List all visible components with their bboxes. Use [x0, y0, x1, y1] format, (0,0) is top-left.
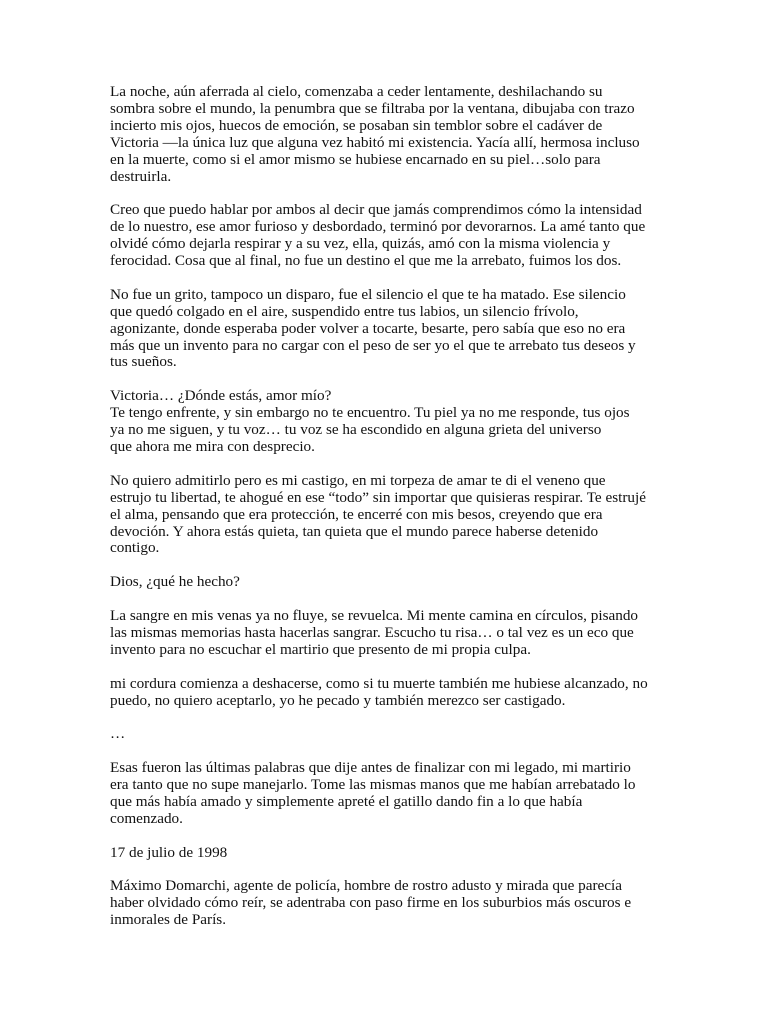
- text-line: estrujo tu libertad, te ahogué en ese “todo” sin importar que quisieras respirar. Te estrujé: [110, 488, 646, 506]
- text-line: haber olvidado cómo reír, se adentraba con paso firme en los suburbios más oscuros e: [110, 894, 632, 912]
- text-line: Máximo Domarchi, agente de policía, hombre de rostro adusto y mirada que parecía: [110, 877, 622, 895]
- text-line: destruirla.: [110, 167, 172, 185]
- text-line: contigo.: [110, 539, 160, 557]
- text-line: ya no me siguen, y tu voz… tu voz se ha escondido en alguna grieta del universo: [110, 421, 602, 439]
- paragraph: [110, 726, 662, 743]
- paragraph: [110, 608, 662, 659]
- text-line: mi cordura comienza a deshacerse, como si tu muerte también me hubiese alcanzado, no: [110, 674, 648, 692]
- text-line: agonizante, donde esperaba poder volver a tocarte, besarte, pero sabía que eso no era: [110, 319, 626, 337]
- text-line: Dios, ¿qué he hecho?: [110, 573, 240, 591]
- text-line: que quedó colgado en el aire, suspendido entre tus labios, un silencio frívolo,: [110, 302, 579, 320]
- text-line: tus sueños.: [110, 353, 177, 371]
- text-line: el alma, pensando que era protección, te encerré con mis besos, creyendo que era: [110, 505, 603, 523]
- paragraph: [110, 388, 662, 456]
- paragraph: [110, 760, 662, 828]
- paragraph: [110, 676, 662, 710]
- text-line: puedo, no quiero aceptarlo, yo he pecado y también merezco ser castigado.: [110, 691, 566, 709]
- paragraph: [110, 574, 662, 591]
- text-line: Te tengo enfrente, y sin embargo no te encuentro. Tu piel ya no me responde, tus ojos: [110, 404, 630, 422]
- text-line: inmorales de París.: [110, 911, 226, 929]
- text-line: La noche, aún aferrada al cielo, comenzaba a ceder lentamente, deshilachando su: [110, 83, 603, 100]
- document-page: [110, 84, 662, 946]
- text-line: Creo que puedo hablar por ambos al decir que jamás comprendimos cómo la intensidad: [110, 201, 642, 219]
- paragraph: [110, 473, 662, 558]
- paragraph: [110, 202, 662, 270]
- paragraph: [110, 845, 662, 862]
- paragraph: [110, 84, 662, 185]
- text-line: era tanto que no supe manejarlo. Tome las mismas manos que me habían arrebatado lo: [110, 776, 636, 794]
- text-line: devoción. Y ahora estás quieta, tan quieta que el mundo parece haberse detenido: [110, 522, 599, 540]
- text-line: invento para no escuchar el martirio que presento de mi propia culpa.: [110, 640, 531, 658]
- text-line: …: [110, 725, 126, 743]
- text-line: incierto mis ojos, huecos de emoción, se posaban sin temblor sobre el cadáver de: [110, 116, 603, 134]
- text-line: La sangre en mis venas ya no fluye, se revuelca. Mi mente camina en círculos, pisando: [110, 607, 639, 624]
- text-line: 17 de julio de 1998: [110, 843, 228, 861]
- text-line: las mismas memorias hasta hacerlas sangrar. Escucho tu risa… o tal vez es un eco que: [110, 623, 634, 641]
- text-line: Victoria… ¿Dónde estás, amor mío?: [110, 387, 332, 405]
- text-line: que ahora me mira con desprecio.: [110, 437, 315, 455]
- text-line: No quiero admitirlo pero es mi castigo, en mi torpeza de amar te di el veneno que: [110, 471, 606, 489]
- text-line: olvidé cómo dejarla respirar y a su vez, ella, quizás, amó con la misma violencia y: [110, 235, 611, 253]
- paragraph: [110, 878, 662, 929]
- text-line: en la muerte, como si el amor mismo se hubiese encarnado en su piel…solo para: [110, 150, 601, 168]
- text-line: que más había amado y simplemente apreté el gatillo dando fin a lo que había: [110, 792, 583, 810]
- text-line: ferocidad. Cosa que al final, no fue un destino el que me la arrebato, fuimos los dos.: [110, 252, 622, 270]
- text-line: comenzado.: [110, 809, 183, 827]
- text-line: sombra sobre el mundo, la penumbra que se filtraba por la ventana, dibujaba con trazo: [110, 99, 635, 117]
- text-line: Victoria —la única luz que alguna vez habitó mi existencia. Yacía allí, hermosa incluso: [110, 133, 640, 151]
- text-line: Esas fueron las últimas palabras que dije antes de finalizar con mi legado, mi martirio: [110, 759, 631, 777]
- text-line: No fue un grito, tampoco un disparo, fue el silencio el que te ha matado. Ese silencio: [110, 285, 626, 303]
- text-line: más que un invento para no cargar con el peso de ser yo el que te arrebato tus deseos y: [110, 336, 636, 354]
- text-line: de lo nuestro, ese amor furioso y desbordado, terminó por devorarnos. La amé tanto que: [110, 218, 646, 236]
- paragraph: [110, 287, 662, 372]
